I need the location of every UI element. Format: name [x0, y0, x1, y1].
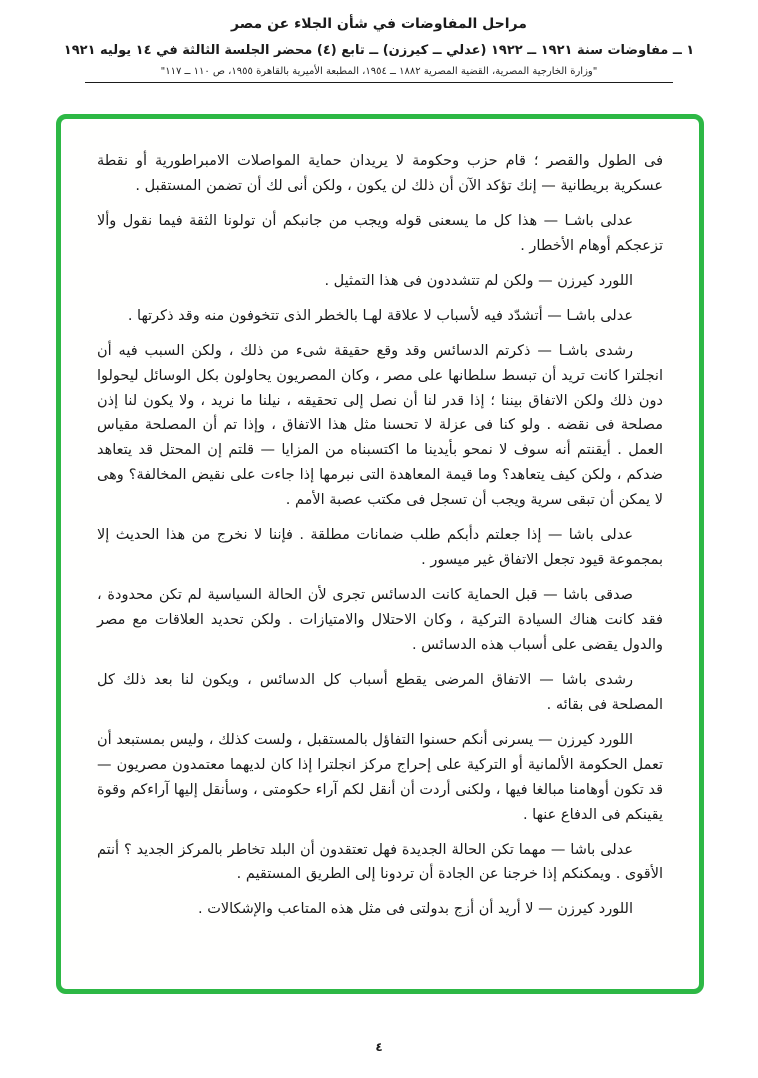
paragraph: رشدى باشا — الاتفاق المرضى يقطع أسباب كل الدسائس ، ويكون لنا بعد ذلك كل المصلحة فى بقائه .: [97, 671, 663, 713]
document-title: مراحل المفاوضات في شأن الجلاء عن مصر: [231, 16, 527, 32]
paragraph: اللورد كيرزن — ولكن لم تتشددون فى هذا التمثيل .: [324, 272, 633, 289]
paragraph: رشدى باشـا — ذكرتم الدسائس وقد وقع حقيقة شىء من ذلك ، ولكن السبب فيه أن انجلترا كانت تريد أن تبسط سلطانها على مصر ، وكان المصريون يحاولون بكل الوسائل ليحولوا دون ذلك ولكن الاتفاق بيننا ؛ إذا قدر لنا أن نصل إلى تحقيقه ، نيلنا ما نريد ، ولا يكون لنا إذن مصلحة فى نقضه . ولو كنا فى عزلة لا تحسنا مثل هذا الاتفاق ، وإذا تم أن المصلحة مقياس العمل . أيقنتم أنه سوف لا نمحو بأيدينا ما اكتسبناه من المزايا — قلتم إن المحتل قد يتعاهد ضدكم ، ولكن كيف يتعاهد؟ وما قيمة المعاهدة التى نبرمها إذا جاءت على نقيض المخالفة؟ وهى لا يمكن أن تبقى سرية ويجب أن تسجل فى مكتب عصبة الأمم .: [97, 342, 663, 509]
source-note: "وزارة الخارجية المصرية، القضية المصرية ١٨٨٢ ــ ١٩٥٤، المطبعة الأميرية بالقاهرة ١٩٥٥، ص ١١٠ ــ ١١٧": [160, 66, 598, 77]
paragraph: عدلى باشـا — هذا كل ما يسعنى قوله ويجب من جانبكم أن تولونا الثقة فيما نقول وألا تزعجكم أوهام الأخطار .: [97, 212, 663, 254]
paragraph: فى الطول والقصر ؛ قام حزب وحكومة لا يريدان حماية المواصلات الامبراطورية أو نقطة عسكرية بريطانية — إنك تؤكد الآن أن ذلك لن يكون ، ولكن أنى لك أن تضمن المستقبل .: [97, 153, 663, 194]
paragraph: اللورد كيرزن — يسرنى أنكم حسنوا التفاؤل بالمستقبل ، ولست كذلك ، وليس بمستبعد أن تعمل الحكومة الألمانية أو التركية على إحراج مركز انجلترا إذا كان لديهما معتمدون مصريون — قد تكون أوهامنا مبالغا فيها ، ولكنى أردت أن أنقل لكم آراء حكومتى ، وسأنقل إليها آراءكم وقوة يقينكم فى الدفاع عنها .: [97, 731, 663, 823]
paragraph: عدلى باشـا — أتشدّد فيه لأسباب لا علاقة لهـا بالخطر الذى تتخوفون منه وقد ذكرتها .: [127, 307, 633, 324]
paragraph: اللورد كيرزن — لا أريد أن أزج بدولتى فى مثل هذه المتاعب والإشكالات .: [198, 901, 633, 918]
document-subtitle: ١ ــ مفاوضات سنة ١٩٢١ ــ ١٩٢٢ (عدلي ــ كيرزن) ــ تابع (٤) محضر الجلسة الثالثة في ١٤ يوليه ١٩٢١: [63, 43, 695, 58]
paragraph: عدلى باشا — مهما تكن الحالة الجديدة فهل تعتقدون أن البلد تخاطر بالمركز الجديد ؟ أنتم الأقوى . ويمكنكم إذا خرجنا عن الجادة أن تردونا إلى الطريق المستقيم .: [97, 841, 663, 883]
header-divider: [85, 82, 673, 83]
document-body: [97, 149, 663, 922]
page-number: ٤: [375, 1040, 383, 1054]
page-header: [0, 0, 758, 83]
paragraph: عدلى باشا — إذا جعلتم دأبكم طلب ضمانات مطلقة . فإننا لا نخرج من هذا الحديث إلا بمجموعة قيود تجعل الاتفاق غير ميسور .: [97, 527, 663, 569]
green-frame: [56, 114, 704, 994]
paragraph: صدقى باشا — قبل الحماية كانت الدسائس تجرى لأن الحالة السياسية لم تكن محدودة ، فقد كانت هناك السيادة التركية ، وكان الاحتلال والامتيازات . ولكن تحديد العلاقات مع مصر والدول يقضى على أسباب هذه الدسائس .: [97, 587, 663, 653]
